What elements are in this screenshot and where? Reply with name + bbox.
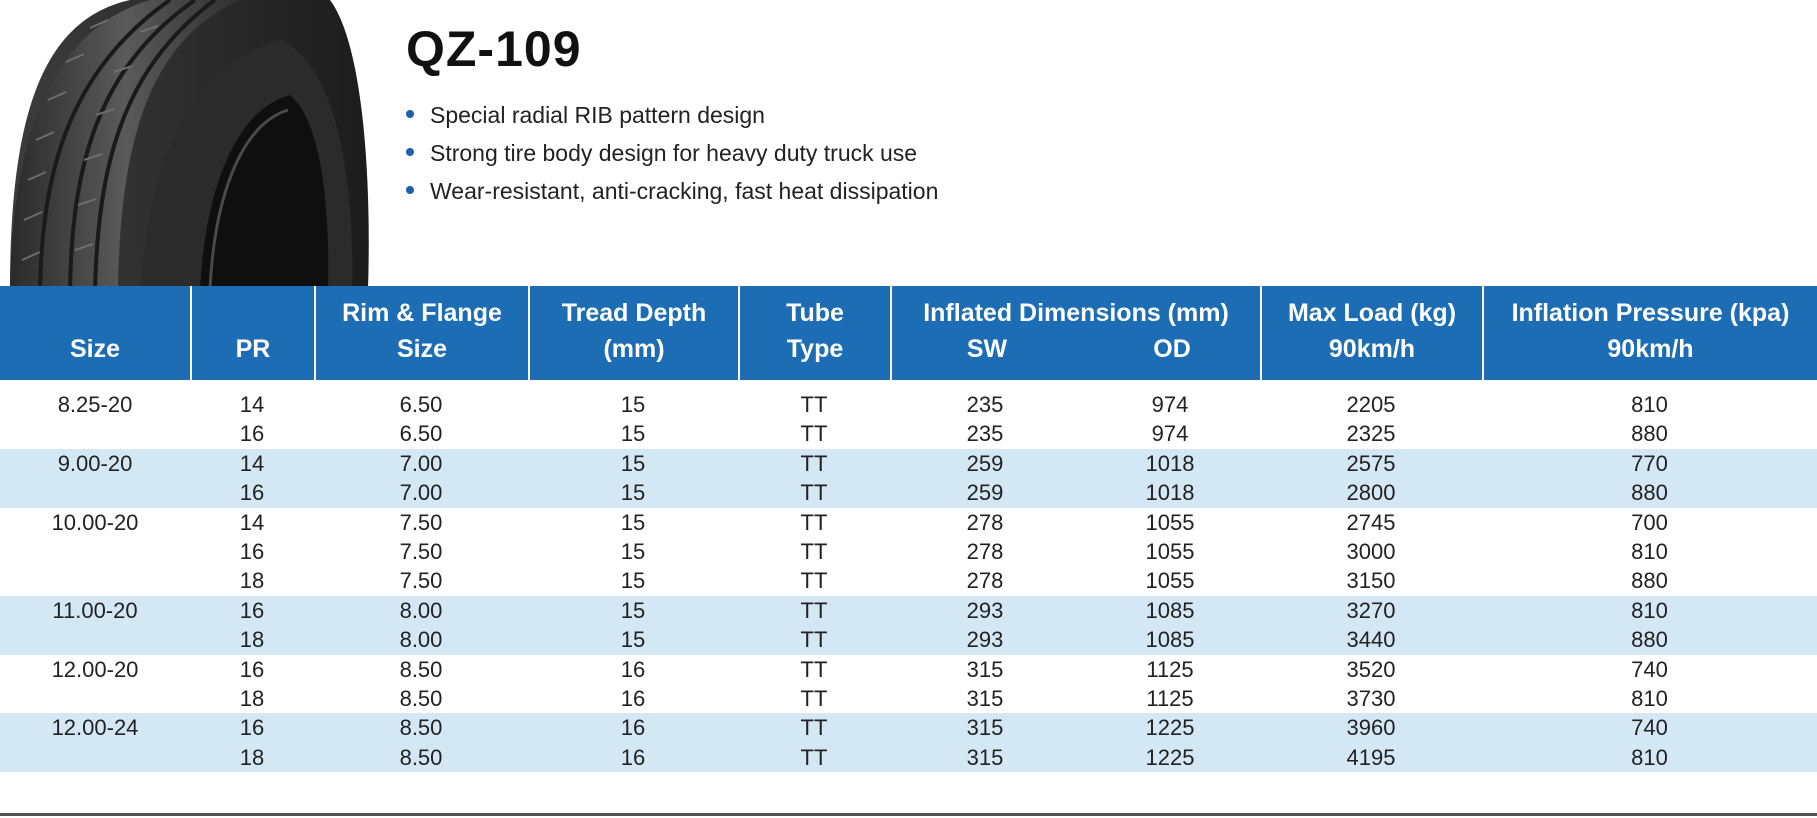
- cell-load: 3520: [1346, 656, 1396, 682]
- cell-pr: 14: [239, 450, 265, 476]
- cell-tube: TT: [800, 421, 828, 447]
- cell-sw: 293: [966, 627, 1004, 653]
- cell-load: 3150: [1346, 568, 1396, 594]
- cell-size: 12.00-20: [51, 656, 139, 682]
- cell-od: 1225: [1145, 715, 1195, 741]
- cell-tube: TT: [800, 597, 828, 623]
- table-row: [0, 743, 1817, 772]
- cell-tread: 16: [620, 685, 646, 711]
- cell-pressure: 810: [1631, 538, 1668, 564]
- bullet-icon: [406, 186, 414, 194]
- table-row: [0, 537, 1817, 566]
- cell-pressure: 810: [1631, 392, 1668, 417]
- cell-rim: 8.50: [399, 685, 443, 711]
- cell-sw: 315: [966, 744, 1004, 770]
- cell-pressure: 740: [1631, 656, 1668, 682]
- table-row: [0, 419, 1817, 448]
- cell-sw: 259: [966, 450, 1004, 476]
- cell-tread: 15: [620, 392, 646, 417]
- cell-load: 3730: [1346, 685, 1396, 711]
- cell-load: 3960: [1346, 715, 1396, 741]
- cell-tread: 15: [620, 421, 646, 447]
- cell-tread: 16: [620, 656, 646, 682]
- model-title: QZ-109: [406, 21, 582, 77]
- cell-size: 11.00-20: [52, 597, 138, 623]
- cell-rim: 8.50: [399, 744, 443, 770]
- table-row: [0, 655, 1817, 684]
- cell-tube: TT: [800, 744, 828, 770]
- cell-pressure: 810: [1631, 744, 1668, 770]
- cell-pr: 16: [239, 597, 265, 623]
- size-group: [0, 596, 1817, 655]
- feature-item: Wear-resistant, anti-cracking, fast heat dissipation: [404, 172, 938, 210]
- cell-load: 3440: [1346, 627, 1396, 653]
- cell-tread: 15: [620, 538, 646, 564]
- cell-pr: 16: [239, 656, 265, 682]
- table-header: [0, 286, 1817, 380]
- feature-item: Special radial RIB pattern design: [404, 96, 938, 134]
- cell-tube: TT: [800, 480, 828, 506]
- cell-od: 974: [1151, 392, 1189, 417]
- cell-tube: TT: [800, 627, 828, 653]
- cell-rim: 7.50: [399, 509, 443, 535]
- cell-tread: 15: [620, 597, 646, 623]
- cell-pr: 16: [239, 480, 265, 506]
- feature-list: [404, 96, 938, 210]
- feature-item: Strong tire body design for heavy duty truck use: [404, 134, 938, 172]
- col-tube-header: Tube Type: [738, 286, 890, 380]
- cell-od: 1085: [1145, 597, 1195, 623]
- cell-pressure: 700: [1631, 509, 1668, 535]
- col-load-header: Max Load (kg) 90km/h: [1260, 286, 1482, 380]
- cell-rim: 6.50: [399, 421, 443, 447]
- table-row: [0, 390, 1817, 419]
- cell-rim: 8.50: [399, 715, 443, 741]
- cell-size: 8.25-20: [57, 392, 133, 417]
- col-size-header: Size: [69, 335, 121, 363]
- cell-od: 974: [1151, 421, 1189, 447]
- cell-load: 2800: [1346, 480, 1396, 506]
- col-dimensions-header: Inflated Dimensions (mm) SW OD: [890, 286, 1260, 380]
- cell-tube: TT: [800, 656, 828, 682]
- cell-tube: TT: [800, 568, 828, 594]
- cell-size: 10.00-20: [51, 509, 139, 535]
- cell-pressure: 880: [1631, 421, 1668, 447]
- cell-pr: 18: [239, 568, 265, 594]
- cell-rim: 7.00: [399, 480, 443, 506]
- cell-load: 2575: [1346, 450, 1396, 476]
- cell-pr: 16: [239, 421, 265, 447]
- cell-pr: 14: [239, 509, 265, 535]
- cell-sw: 278: [966, 568, 1004, 594]
- cell-tread: 15: [620, 480, 646, 506]
- cell-sw: 235: [966, 421, 1004, 447]
- table-row: [0, 566, 1817, 595]
- table-row: [0, 508, 1817, 537]
- cell-pressure: 740: [1631, 715, 1668, 741]
- cell-rim: 8.00: [399, 627, 443, 653]
- spec-table: [0, 286, 1817, 772]
- cell-rim: 7.00: [399, 450, 443, 476]
- cell-od: 1125: [1146, 656, 1194, 682]
- cell-load: 4195: [1346, 744, 1396, 770]
- cell-load: 2205: [1346, 392, 1396, 417]
- cell-od: 1018: [1145, 450, 1195, 476]
- cell-tube: TT: [800, 450, 828, 476]
- cell-tread: 15: [620, 568, 646, 594]
- table-row: [0, 625, 1817, 654]
- col-pressure-header: Inflation Pressure (kpa) 90km/h: [1482, 286, 1817, 380]
- cell-sw: 315: [966, 715, 1004, 741]
- cell-rim: 8.50: [399, 656, 443, 682]
- cell-rim: 7.50: [399, 568, 443, 594]
- tire-image: [0, 0, 380, 290]
- cell-pressure: 810: [1631, 597, 1668, 623]
- table-body: [0, 380, 1817, 772]
- cell-pressure: 880: [1631, 480, 1668, 506]
- size-group: [0, 449, 1817, 508]
- cell-pr: 18: [239, 627, 265, 653]
- cell-pr: 18: [239, 744, 265, 770]
- cell-pressure: 770: [1631, 450, 1668, 476]
- cell-od: 1018: [1145, 480, 1195, 506]
- cell-tread: 16: [620, 744, 646, 770]
- cell-tread: 15: [620, 450, 646, 476]
- cell-tube: TT: [800, 715, 828, 741]
- cell-rim: 6.50: [399, 392, 443, 417]
- cell-pressure: 880: [1631, 627, 1668, 653]
- col-tread-header: Tread Depth (mm): [528, 286, 738, 380]
- cell-pr: 16: [239, 715, 265, 741]
- cell-pr: 16: [239, 538, 265, 564]
- cell-tube: TT: [800, 509, 828, 535]
- size-group: [0, 390, 1817, 449]
- table-row: [0, 596, 1817, 625]
- cell-od: 1055: [1145, 509, 1195, 535]
- cell-size: 9.00-20: [57, 450, 133, 476]
- size-group: [0, 713, 1817, 772]
- cell-pressure: 810: [1631, 685, 1668, 711]
- cell-tube: TT: [800, 685, 828, 711]
- table-row: [0, 713, 1817, 742]
- cell-pressure: 880: [1631, 568, 1668, 594]
- cell-sw: 315: [966, 685, 1004, 711]
- table-row: [0, 478, 1817, 507]
- size-group: [0, 655, 1817, 714]
- cell-od: 1225: [1145, 744, 1195, 770]
- cell-sw: 259: [966, 480, 1004, 506]
- cell-sw: 315: [966, 656, 1004, 682]
- cell-sw: 278: [966, 538, 1004, 564]
- col-pr-header: PR: [190, 286, 314, 380]
- cell-load: 2325: [1346, 421, 1396, 447]
- cell-rim: 8.00: [399, 597, 443, 623]
- cell-load: 2745: [1346, 509, 1396, 535]
- cell-tread: 15: [620, 627, 646, 653]
- cell-rim: 7.50: [399, 538, 443, 564]
- cell-sw: 293: [966, 597, 1004, 623]
- cell-size: 12.00-24: [51, 715, 139, 741]
- cell-sw: 235: [966, 392, 1004, 417]
- bottom-rule: [0, 813, 1817, 816]
- size-group: [0, 508, 1817, 596]
- cell-load: 3000: [1346, 538, 1396, 564]
- bullet-icon: [406, 148, 414, 156]
- table-row: [0, 684, 1817, 713]
- cell-pr: 18: [239, 685, 265, 711]
- bullet-icon: [406, 110, 414, 118]
- cell-tread: 15: [620, 509, 646, 535]
- cell-sw: 278: [966, 509, 1004, 535]
- cell-od: 1125: [1146, 685, 1194, 711]
- cell-load: 3270: [1346, 597, 1396, 623]
- cell-od: 1055: [1145, 568, 1195, 594]
- cell-tread: 16: [620, 715, 646, 741]
- col-rim-header: Rim & Flange Size: [314, 286, 528, 380]
- table-row: [0, 449, 1817, 478]
- cell-tube: TT: [800, 538, 828, 564]
- cell-pr: 14: [239, 392, 265, 417]
- cell-tube: TT: [800, 392, 828, 417]
- cell-od: 1085: [1145, 627, 1195, 653]
- cell-od: 1055: [1145, 538, 1195, 564]
